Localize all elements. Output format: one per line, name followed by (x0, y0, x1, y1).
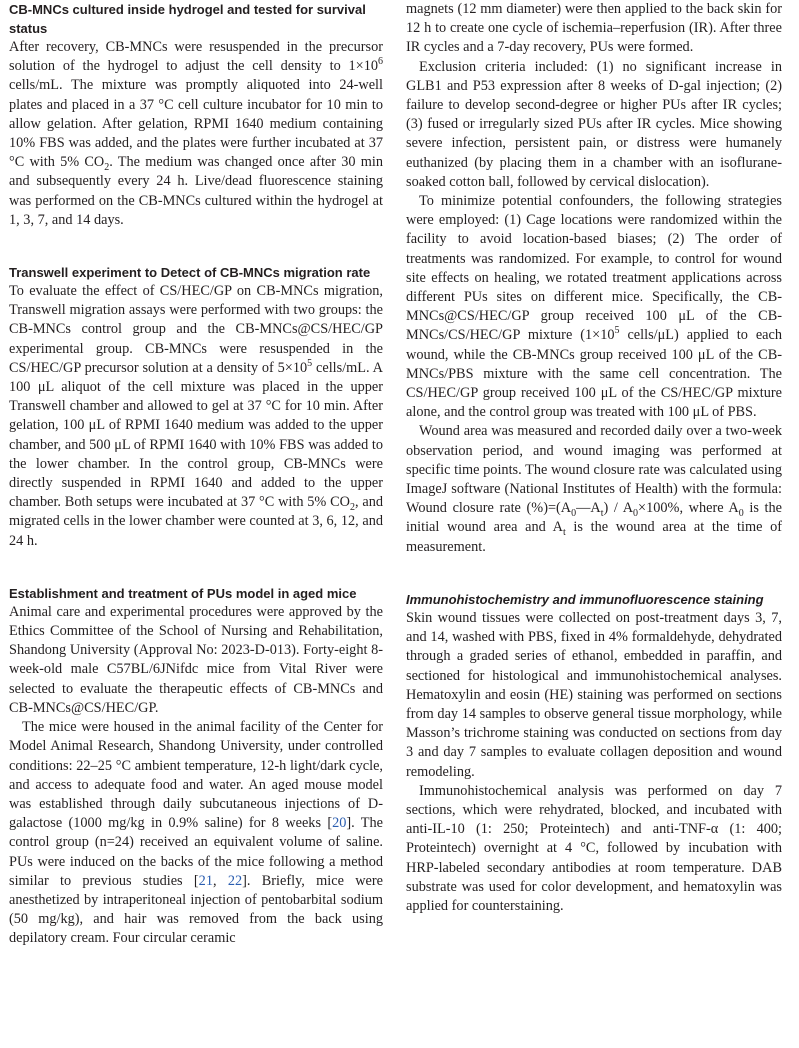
paragraph-tissue-collection: Skin wound tissues were collected on post-treatment days 3, 7, and 14, washed with PBS, fixed in 4% formaldehyde, dehydrated through a graded series of ethanol, embedded in paraffin, and sectioned for histological and immunohistochemical analyses. Hematoxylin and eosin (HE) staining was performed on sections from day 14 samples to observe general tissue morphology, while Masson’s trichrome staining was conducted on sections from day 3 and day 7 samples to evaluate collagen deposition and wound remodeling. (406, 609, 782, 780)
left-column (9, 0, 383, 949)
paragraph-hydrogel-survival: After recovery, CB-MNCs were resuspended in the precursor solution of the hydrogel to adjust the cell density to $1\times 10^6$ cells/mL. The mixture was promptly aliquoted into 24-well plates and placed in a 37 °C cell culture incubator for 10 min to allow gelation. After gelation, RPMI 1640 medium containing 10% FBS was added, and the plates were further incubated at 37 °C with 5% $CO_2$. The medium was changed once after 30 min and subsequently every 24 h. Live/dead fluorescence staining was performed on the CB-MNCs cultured within the hydrogel at 1, 3, 7, and 14 days. (9, 39, 384, 228)
section-title-hydrogel-survival: CB-MNCs cultured inside hydrogel and tested for survival status (9, 2, 366, 36)
paragraph-ir-cycles: magnets (12 mm diameter) were then applied to the back skin for 12 h to create one cycle of ischemia–reperfusion (IR). After three IR cycles and a 7-day recovery, PUs were formed. (406, 1, 782, 56)
paragraph-ethics-approval: Animal care and experimental procedures were approved by the Ethics Committee of the School of Nursing and Rehabilitation, Shandong University (Approval No: 2023-D-013). Forty-eight 8-week-old male C57BL/6JNifdc mice from Vital River were selected to evaluate the therapeutic effects of CB-MNCs and CB-MNCs@CS/HEC/GP. (9, 603, 383, 716)
paragraph-exclusion-criteria: Exclusion criteria included: (1) no significant increase in GLB1 and P53 expression after 8 weeks of D-gal injection; (2) failure to develop second-degree or higher PUs after IR cycles; (3) fused or irregularly sized PUs after IR cycles. Mice showing severe infection, persistent pain, or distress were humanely euthanized (by placing them in a chamber with an isoflurane-soaked cotton ball, followed by cervical dislocation). (406, 58, 782, 190)
paragraph-confounders: To minimize potential confounders, the following strategies were employed: (1) Cage locations were randomized within the facility to avoid location-based biases; (2) The order of treatments was randomized. For example, to control for wound site effects on healing, we rotated treatment applications across different PUs sites on different mice. Specifically, the CB-MNCs@CS/HEC/GP group received 100 μL of the CB-MNCs/CS/HEC/GP mixture ($1\times 10^5$ cells/μL) applied to each wound, while the CB-MNCs group received 100 μL of the CB-MNCs/PBS mixture with the same cell concentration. The CS/HEC/GP group received 100 μL of the CS/HEC/GP mixture alone, and the control group was treated with 100 μL of PBS. (406, 193, 783, 421)
section-title-immunohistochemistry: Immunohistochemistry and immunofluorescence staining (406, 591, 764, 607)
paragraph-transwell: To evaluate the effect of CS/HEC/GP on CB-MNCs migration, Transwell migration assays were performed with two groups: the CB-MNCs control group and the CB-MNCs@CS/HEC/GP experimental group. CB-MNCs were resuspended in the CS/HEC/GP precursor solution at a density of $5\times 10^5$ cells/mL. A 100 μL aliquot of the cell mixture was placed in the upper Transwell chamber and allowed to gel at 37 °C for 10 min. After gelation, 100 μL of RPMI 1640 medium was added to the upper chamber, and 500 μL of RPMI 1640 with 10% FBS was added to the lower chamber. In the control group, CB-MNCs were directly suspended in RPMI 1640 and added to the upper chamber. Both setups were incubated at 37 °C with 5% $CO_2$, and migrated cells in the lower chamber were counted at 3, 6, 12, and 24 h. (9, 283, 383, 549)
citation-link[interactable]: 22 (227, 872, 243, 889)
citation-link[interactable]: 20 (332, 815, 347, 832)
right-column (406, 0, 782, 916)
section-title-transwell: Transwell experiment to Detect of CB-MNCs migration rate (9, 265, 371, 281)
citation-link[interactable]: 21 (198, 872, 213, 889)
section-title-pus-model: Establishment and treatment of PUs model in aged mice (9, 585, 357, 601)
paragraph-ihc-analysis: Immunohistochemical analysis was performed on day 7 sections, which were rehydrated, blocked, and incubated with anti-IL-10 (1: 250; Proteintech) and anti-TNF-α (1: 400; Proteintech) overnight at 4 °C, followed by incubation with HRP-labeled secondary antibodies at room temperature. DAB substrate was used for color development, and hematoxylin was applied for counterstaining. (406, 782, 782, 914)
paragraph-housing-model: The mice were housed in the animal facility of the Center for Model Animal Research, Shandong University, under controlled conditions: 22–25 °C ambient temperature, 12-h light/dark cycle, and access to adequate food and water. An aged mouse model was established through daily subcutaneous injections of D-galactose (1000 mg/kg in 0.9% saline) for 8 weeks [20]. The control group (n=24) received an equivalent volume of saline. PUs were induced on the backs of the mice following a method similar to previous studies [21, 22]. Briefly, mice were anesthetized by intraperitoneal injection of pentobarbital sodium (50 mg/kg), and hair was removed from the back using depilatory cream. Four circular ceramic (9, 719, 384, 947)
paragraph-wound-area: Wound area was measured and recorded daily over a two-week observation period, and wound imaging was performed at specific time points. The wound closure rate was calculated using ImageJ software (National Institutes of Health) with the formula: Wound closure rate $(\%)=(A_0—A_t) / A_0\times 100\%$, where $A_0$ is the initial wound area and $A_t$ is the wound area at the time of measurement. (406, 423, 782, 555)
